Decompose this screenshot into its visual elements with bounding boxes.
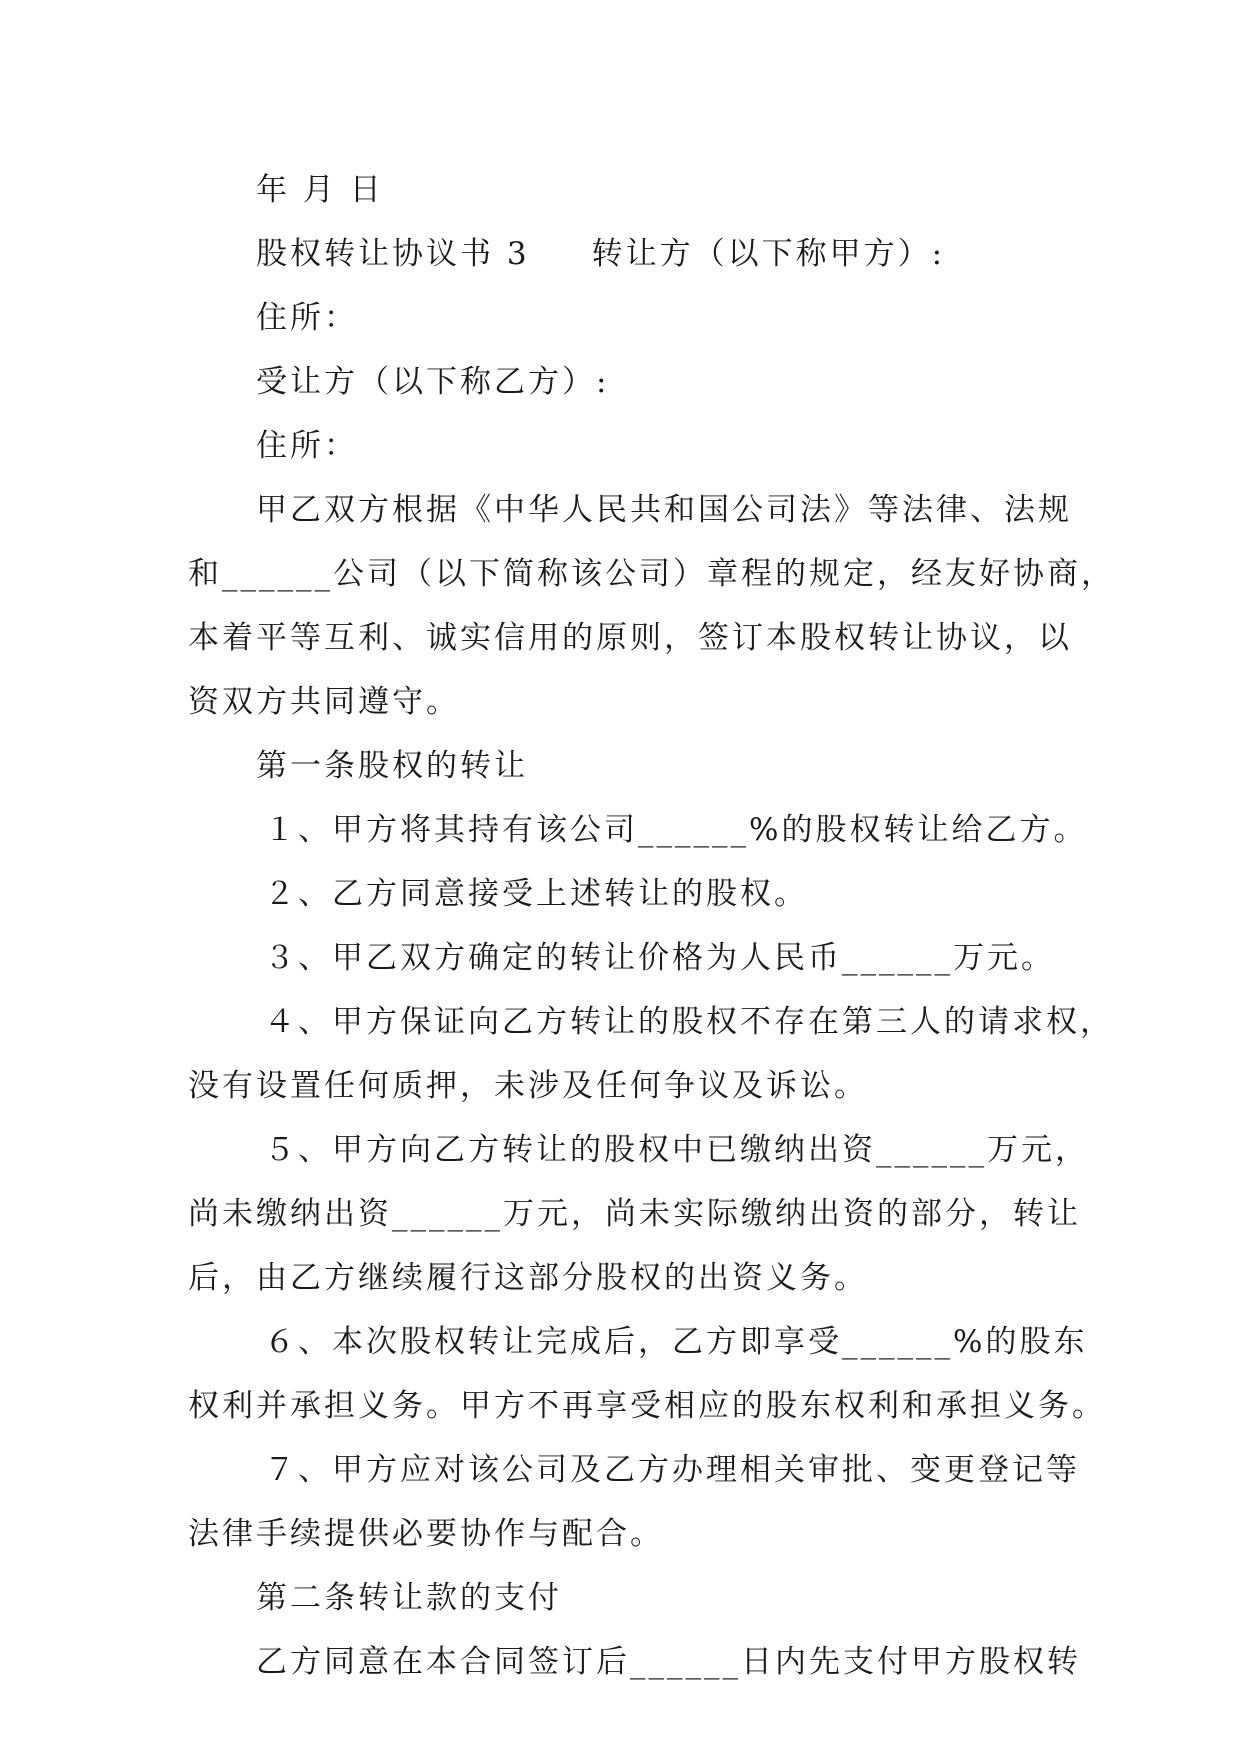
agreement-title: 股权转让协议书 3 [256,236,530,272]
clause-2-text: ２、乙方同意接受上述转让的股权。 [264,876,808,912]
article-2-title: 第二条转让款的支付 [256,1580,562,1616]
preamble-line-3 [188,606,1072,670]
transferor-label: 转让方（以下称甲方）: [591,236,946,272]
clause-4-line-2 [188,1054,1068,1118]
article-1-heading [188,734,1068,798]
clause-4-line-1 [188,990,1114,1054]
preamble-text-4: 资双方共同遵守。 [188,684,460,720]
clause-3-line [188,926,1068,990]
date-text: 年 月 日 [256,172,384,208]
preamble-line-4 [188,670,1068,734]
clause-4-text-1: ４、甲方保证向乙方转让的股权不存在第三人的请求权， [264,1004,1114,1040]
clause-5-text-2: 尚未缴纳出资______万元，尚未实际缴纳出资的部分，转让 [188,1196,1081,1232]
article-2-line-1 [188,1630,1081,1694]
clause-7-line-2 [188,1502,1068,1566]
preamble-text-3: 本着平等互利、诚实信用的原则，签订本股权转让协议，以 [188,620,1072,656]
clause-4-text-2: 没有设置任何质押，未涉及任何争议及诉讼。 [188,1068,868,1104]
date-line [188,158,1068,222]
clause-6-text-1: ６、本次股权转让完成后，乙方即享受______%的股东 [264,1324,1088,1360]
document-body [188,158,1115,1694]
clause-6-line-1 [188,1310,1088,1374]
clause-7-line-1 [188,1438,1080,1502]
preamble-line-1 [188,478,1072,542]
transferee-address-line [188,414,1068,478]
transferee-label: 受让方（以下称乙方）: [256,364,610,400]
clause-5-line-1 [188,1118,1089,1182]
clause-3-text: ３、甲乙双方确定的转让价格为人民币______万元。 [264,940,1055,976]
clause-1-text: １、甲方将其持有该公司______%的股权转让给乙方。 [264,812,1088,848]
transferee-address-label: 住所： [256,428,358,464]
clause-7-text-2: 法律手续提供必要协作与配合。 [188,1516,664,1552]
transferor-address-label: 住所： [256,300,358,336]
title-line [188,222,1068,286]
clause-5-line-2 [188,1182,1081,1246]
clause-2-line [188,862,1068,926]
transferee-line [188,350,1068,414]
clause-5-text-3: 后，由乙方继续履行这部分股权的出资义务。 [188,1260,868,1296]
preamble-text-2: 和______公司（以下简称该公司）章程的规定，经友好协商， [188,556,1115,592]
article-2-text-1: 乙方同意在本合同签订后______日内先支付甲方股权转 [256,1644,1081,1680]
preamble-line-2 [188,542,1115,606]
preamble-text-1: 甲乙双方根据《中华人民共和国公司法》等法律、法规 [256,492,1072,528]
transferor-address-line [188,286,1068,350]
clause-7-text-1: ７、甲方应对该公司及乙方办理相关审批、变更登记等 [264,1452,1080,1488]
clause-5-text-1: ５、甲方向乙方转让的股权中已缴纳出资______万元， [264,1132,1089,1168]
clause-1-line [188,798,1088,862]
clause-6-text-2: 权利并承担义务。甲方不再享受相应的股东权利和承担义务。 [188,1388,1106,1424]
clause-5-line-3 [188,1246,1068,1310]
article-2-heading [188,1566,1068,1630]
clause-6-line-2 [188,1374,1106,1438]
article-1-title: 第一条股权的转让 [256,748,528,784]
